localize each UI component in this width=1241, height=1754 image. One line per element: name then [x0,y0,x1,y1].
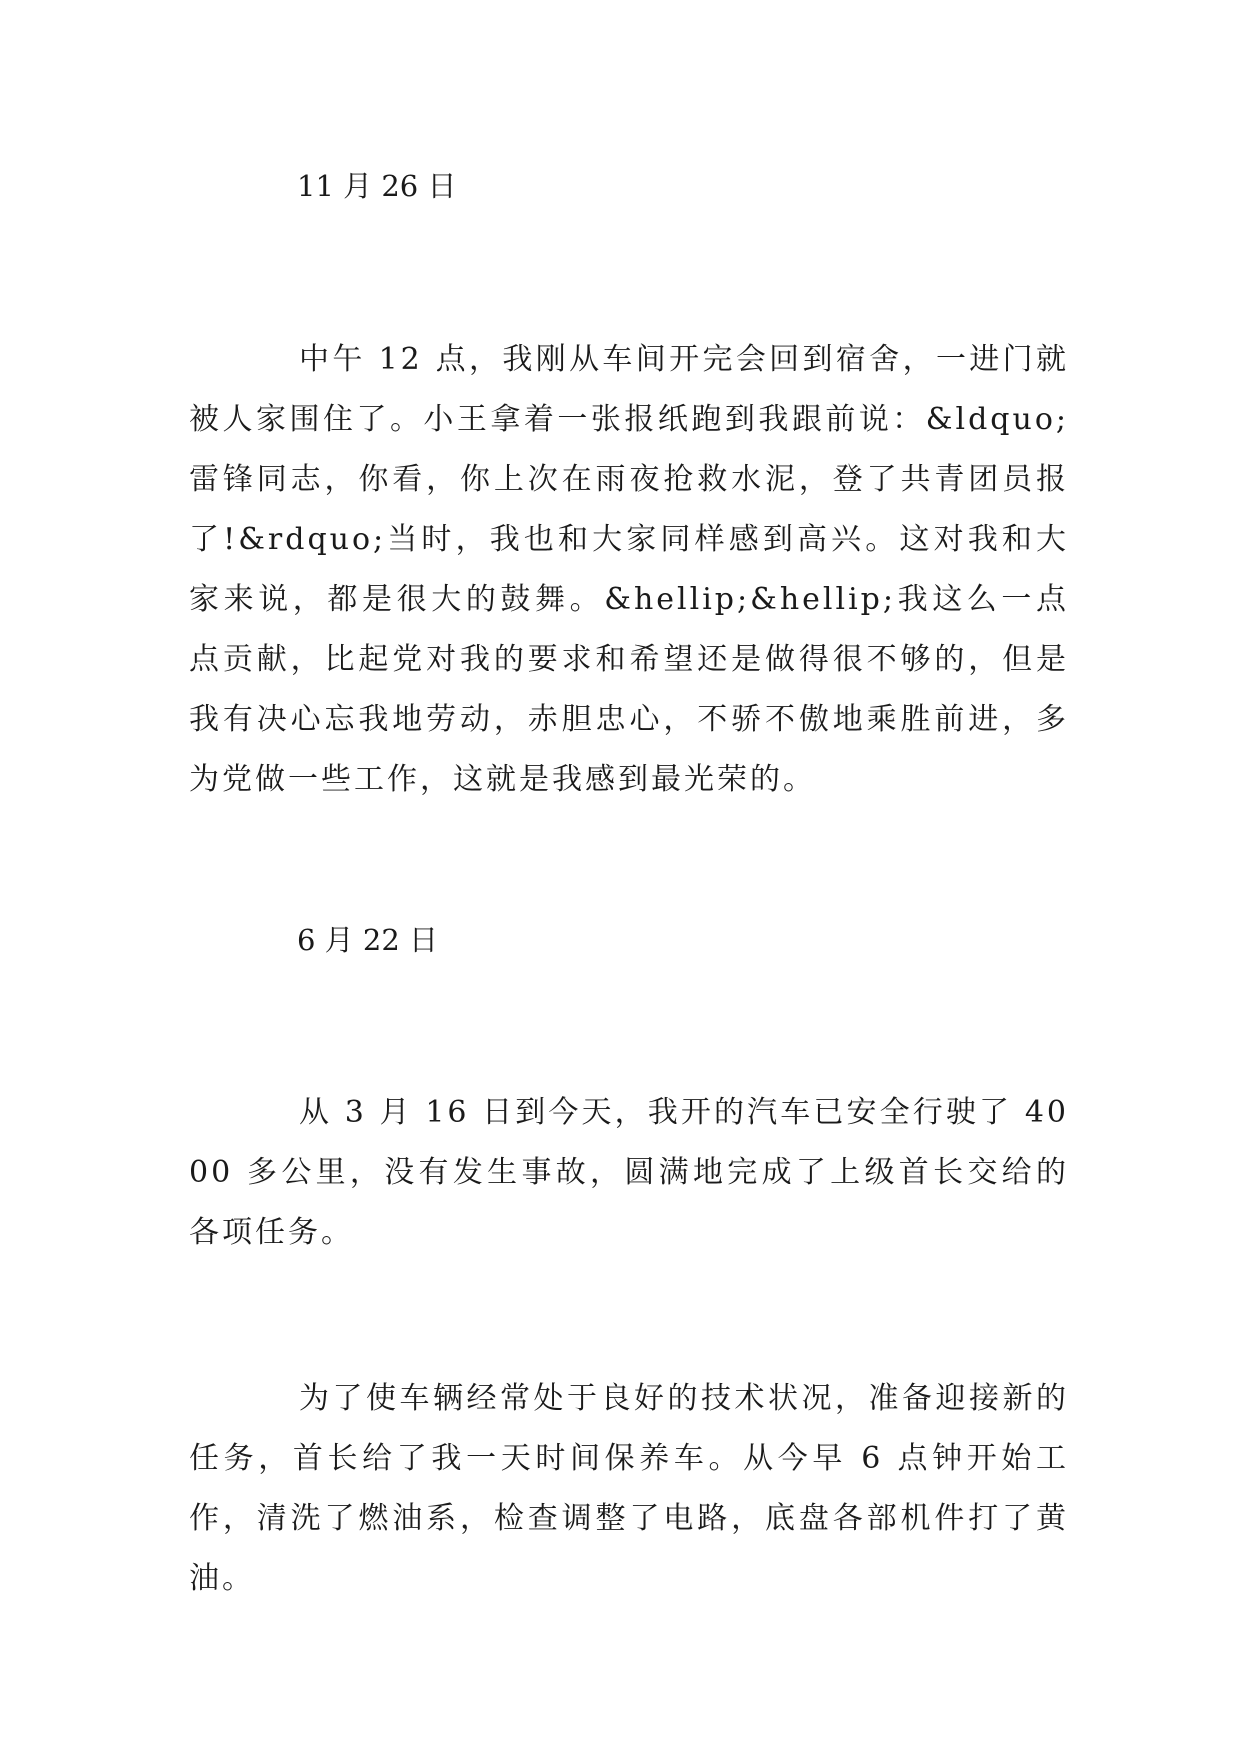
entry-paragraph: 中午 12 点，我刚从车间开完会回到宿舍，一进门就被人家围住了。小王拿着一张报纸跑到我跟前说：&ldquo;雷锋同志，你看，你上次在雨夜抢救水泥，登了共青团员报了!&rdquo;当时，我也和大家同样感到高兴。这对我和大家来说，都是很大的鼓舞。&hellip;&hellip;我这么一点点贡献，比起党对我的要求和希望还是做得很不够的，但是我有决心忘我地劳动，赤胆忠心，不骄不傲地乘胜前进，多为党做一些工作，这就是我感到最光荣的。 [189,342,1069,797]
entry-date: 6 月 22 日 [297,923,439,957]
entry-paragraph: 从 3 月 16 日到今天，我开的汽车已安全行驶了 4000 多公里，没有发生事故，圆满地完成了上级首长交给的各项任务。 [189,1095,1069,1250]
entry-date: 11 月 26 日 [297,169,457,203]
entry-paragraph: 为了使车辆经常处于良好的技术状况，准备迎接新的任务，首长给了我一天时间保养车。从今早 6 点钟开始工作，清洗了燃油系，检查调整了电路，底盘各部机件打了黄油。 [189,1381,1069,1596]
